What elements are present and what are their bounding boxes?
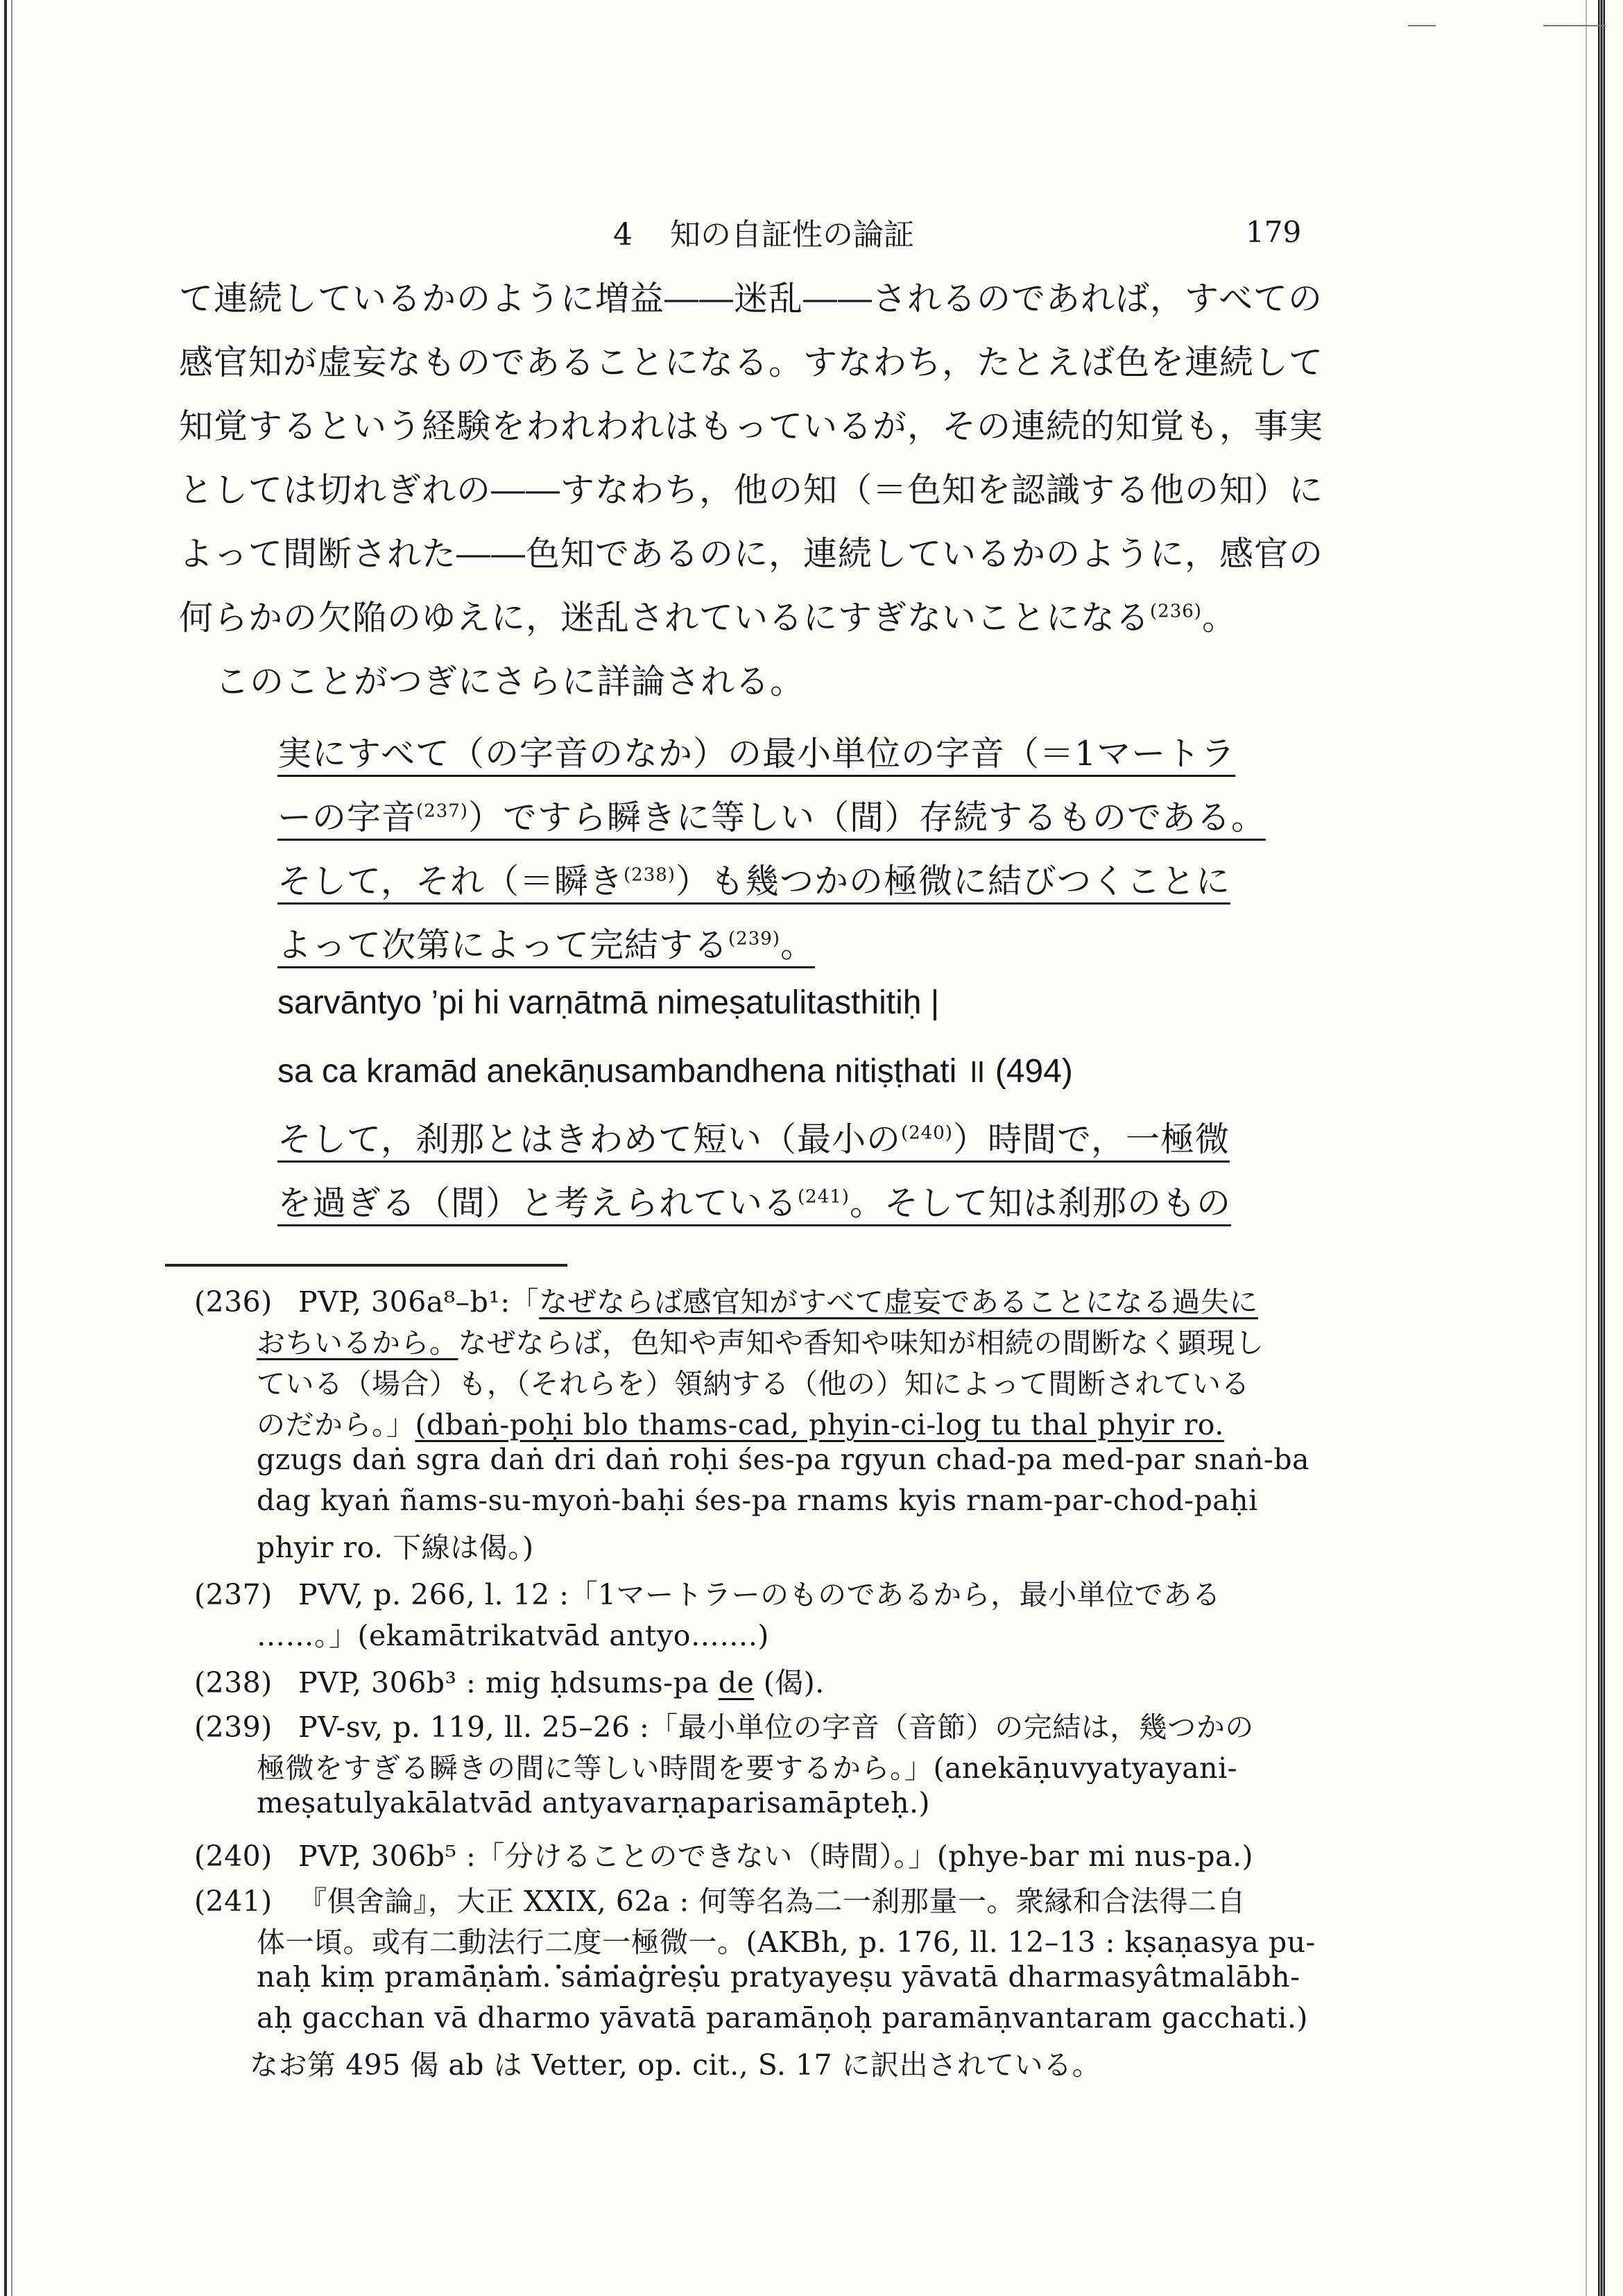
note-ref: (238) [624, 864, 676, 886]
footnote-line: なお第 495 偈 ab は Vetter, op. cit., S. 17 に訳出されている。 [250, 2048, 1101, 2082]
verse-line [277, 727, 1235, 776]
verse-text [277, 862, 1230, 901]
scan-mark [1408, 25, 1436, 26]
footnote-line: 極微をすぎる瞬きの間に等しい時間を要するから。」(anekāṇuvyatyayani- [257, 1751, 1238, 1785]
footnote-text: のだから。」 [257, 1408, 415, 1441]
verse-text: 実にすべて（の字音のなか）の最小単位の字音（＝1マートラ [277, 734, 1236, 773]
body-line: 知覚するという経験をわれわれはもっているが，その連続的知覚も，事実 [179, 406, 1324, 446]
footnote-line: phyir ro. 下線は偈。) [257, 1531, 534, 1564]
footnote-underlined: おちいるから。 [257, 1326, 458, 1360]
footnote-mark: (237) [194, 1578, 273, 1611]
footnote-line: gzugs daṅ sgra daṅ dri daṅ roḥi śes-pa rgyun chad-pa med-par snaṅ-ba [257, 1443, 1309, 1476]
footnote-241 [194, 1878, 1246, 1919]
footnote-text: PVP, 306b⁵ :「分けることのできない（時間）。」(phye-bar mi nus-pa.) [298, 1840, 1254, 1873]
body-line [179, 591, 1332, 640]
footnote-line: meṣatulyakālatvād antyavarṇaparisamāpteḥ.) [257, 1786, 931, 1819]
footnote-mark: (240) [194, 1840, 273, 1873]
verse-line [277, 791, 1266, 839]
commentary-text-part: を過ぎる（間）と考えられている [277, 1183, 798, 1223]
body-line: よって間断された――色知であるのに，連続しているかのように，感官の [179, 534, 1324, 574]
chapter-number: 4 [613, 217, 633, 252]
verse-line [277, 855, 1230, 903]
verse-text-part: よって次第によって完結する [277, 925, 729, 965]
footnote-line: aḥ gacchan vā dharmo yāvatā paramāṇoḥ paramāṇvantaram gacchati.) [257, 2001, 1308, 2034]
footnote-line: dag kyaṅ ñams-su-myoṅ-baḥi śes-pa rnams kyis rnam-par-chod-paḥi [257, 1484, 1258, 1517]
footnote-237 [194, 1572, 1221, 1613]
note-ref: (237) [416, 800, 468, 822]
body-line: このことがつぎにさらに詳論される。 [215, 662, 805, 701]
verse-line [277, 918, 815, 967]
footnote-text: PVP, 306b³ : mig ḥdsums-pa [298, 1666, 719, 1699]
footnote-text: なぜならば，色知や声知や香知や味知が相続の間断なく顕現し [458, 1326, 1264, 1360]
verse-text-part: ）ですら瞬きに等しい（間）存続するものである。 [467, 798, 1266, 837]
sanskrit-verse-line: sarvāntyo ’pi hi varṇātmā nimeṣatulitasthitiḥ | [277, 984, 940, 1021]
commentary-text [277, 1120, 1230, 1159]
verse-text [277, 925, 815, 965]
verse-text-part: そして，それ（＝瞬き [277, 862, 624, 901]
footnote-239 [194, 1704, 1254, 1745]
footnote-236 [194, 1279, 1258, 1320]
commentary-line [277, 1113, 1230, 1161]
body-line: としては切れぎれの――すなわち，他の知（＝色知を認識する他の知）に [179, 470, 1324, 510]
chapter-title: 知の自証性の論証 [670, 217, 914, 252]
footnote-mark: (236) [194, 1285, 273, 1319]
footnote-separator [165, 1264, 567, 1267]
note-ref: (239) [728, 928, 780, 950]
footnote-line: ……。」(ekamātrikatvād antyo…….) [257, 1619, 769, 1652]
commentary-text [277, 1183, 1231, 1223]
commentary-text-part: ）時間で，一極微 [952, 1120, 1230, 1159]
scan-edge-left-inner [11, 0, 12, 2296]
footnote-text: 体一頃。或有二 [257, 1926, 458, 1959]
sanskrit-verse-line: sa ca kramād anekāṇusambandhena nitiṣṭhati ॥ (494) [277, 1053, 1073, 1090]
running-header [0, 209, 1623, 258]
verse-text-part: ）も幾つかの極微に結びつくことに [675, 862, 1230, 901]
footnote-text: 。(AKBh, p. 176, ll. 12–13 : kṣaṇasya pu- [717, 1926, 1316, 1959]
footnote-underlined: de [718, 1666, 755, 1699]
note-ref: (241) [798, 1186, 850, 1208]
body-line-end: 。 [1201, 598, 1237, 637]
footnote-240 [194, 1833, 1253, 1874]
verse-text-part: 。 [780, 925, 815, 965]
footnote-text: (偈). [754, 1666, 825, 1699]
footnote-text: 『倶舍論』，大正 XXIX, 62a : 何等名為二一刹那量一。衆縁和合法得二自 [298, 1885, 1246, 1918]
scan-edge-right-inner [1586, 0, 1587, 2296]
footnote-line [257, 1402, 1224, 1443]
note-ref: (236) [1150, 601, 1202, 622]
footnote-emphasis: 動法行二度一極微一 [458, 1926, 717, 1959]
body-line: て連続しているかのように増益――迷乱――されるのであれば，すべての [179, 279, 1323, 318]
scan-edge-right [1598, 0, 1605, 2296]
chapter-heading [613, 209, 914, 254]
commentary-text-part: そして，刹那とはきわめて短い（最小の [277, 1120, 902, 1159]
footnote-underlined: なぜならば感官知がすべて虚妄であることになる過失に [539, 1285, 1258, 1319]
body-line-text: 何らかの欠陥のゆえに，迷乱されているにすぎないことになる [179, 598, 1151, 637]
footnote-mark: (238) [194, 1666, 273, 1699]
footnote-mark: (239) [194, 1711, 273, 1744]
footnote-underlined: (dbaṅ-poḥi blo thams-cad, phyin-ci-log tu thal phyir ro. [415, 1408, 1224, 1441]
footnote-line: naḥ kiṃ pramāṇam. samagreṣu pratyayeṣu yāvatā dharmasyâtmalābh- [257, 1960, 1300, 1994]
footnote-line: ている（場合）も，（それらを）領納する（他の）知によって間断されている [257, 1367, 1250, 1400]
page-number: 179 [1246, 215, 1302, 249]
scan-mark [1543, 25, 1606, 26]
verse-text-part: ーの字音 [277, 798, 417, 837]
body-line: 感官知が虚妄なものであることになる。すなわち，たとえば色を連続して [179, 343, 1324, 382]
footnote-238 [194, 1660, 825, 1701]
footnote-text: PV-sv, p. 119, ll. 25–26 :「最小単位の字音（音節）の完結は，幾つかの [298, 1711, 1254, 1744]
footnote-line [257, 1320, 1264, 1361]
footnote-text: PVP, 306a⁸–b¹:「 [298, 1285, 540, 1319]
commentary-text-part: 。そして知は刹那のもの [849, 1183, 1231, 1223]
footnote-mark: (241) [194, 1885, 273, 1918]
commentary-line [277, 1176, 1231, 1225]
verse-text [277, 798, 1266, 837]
scan-edge-left [4, 0, 7, 2296]
footnote-text: PVV, p. 266, l. 12 :「1マートラーのものであるから，最小単位である [298, 1578, 1221, 1611]
note-ref: (240) [901, 1122, 953, 1144]
